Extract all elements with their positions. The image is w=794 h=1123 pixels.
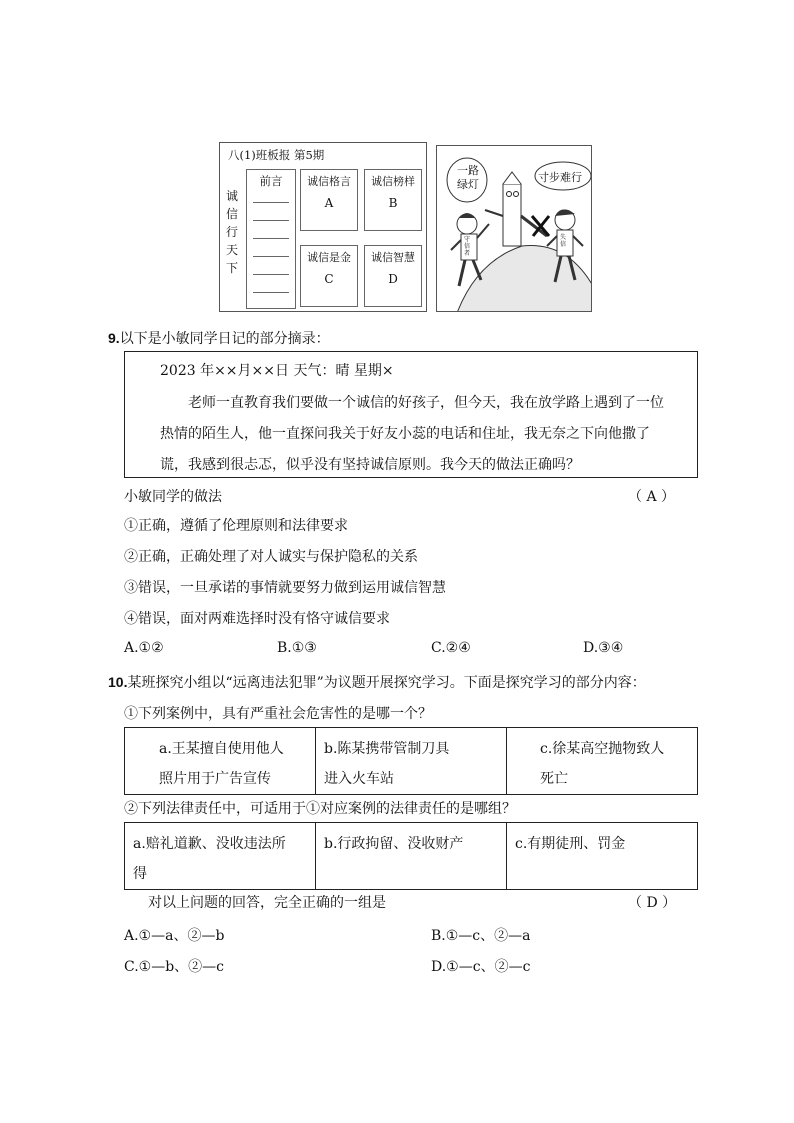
cartoon-shirt-right: 失信 [560,234,567,248]
q9-option-c[interactable]: C.②④ [431,640,471,656]
cartoon-bubble-left-line: 一路 [457,164,479,177]
q9-diary-line: 老师一直教育我们要做一个诚信的好孩子，但今天，我在放学路上遇到了一位 [188,395,664,411]
board-preface-label: 前言 [259,174,283,188]
q10-option-b[interactable]: B.①—c、②—a [431,928,531,944]
q10-stem: 某班探究小组以“远离违法犯罪”为议题开展探究学习。下面是探究学习的部分内容： [127,675,646,691]
board-cell-b [364,169,422,231]
q9-number: 9. [108,330,120,346]
q9-statement: ③错误，一旦承诺的事情就要努力做到运用诚信智慧 [124,580,446,596]
q9-stem-line [108,328,330,348]
class-board-figure [219,142,427,312]
q9-prompt: 小敏同学的做法 [124,489,222,505]
q10-case-table [124,727,698,795]
q10-case-a: a.王某擅自使用他人 照片用于广告宣传 [125,728,316,795]
cartoon-bubble-left [457,164,479,192]
q10-option-c[interactable]: C.①—b、②—c [124,959,225,975]
q10-answer: （ D ） [628,895,677,911]
q10-stem-line [108,672,646,692]
q9-option-a[interactable]: A.①② [124,640,164,656]
table-row [125,728,698,795]
q9-diary-box [124,351,698,478]
board-cell-c [300,245,358,307]
q9-statement: ②正确，正确处理了对人诚实与保护隐私的关系 [124,549,418,565]
cartoon-bubble-left-line: 绿灯 [457,178,479,191]
q10-sub2: ②下列法律责任中，可适用于①对应案例的法律责任的是哪组？ [124,801,516,817]
integrity-cartoon [436,145,592,312]
board-preface-box [246,169,296,309]
board-cell-title: 诚信格言 [307,175,351,188]
q10-liability-c: c.有期徒刑、罚金 [507,823,698,890]
board-cell-letter: B [388,196,398,210]
q10-liability-a: a.赔礼道歉、没收违法所 得 [125,823,316,890]
q10-liability-table [124,822,698,890]
cartoon-shirt-left: 守信者 [464,236,471,257]
q9-diary-line: 谎，我感到很忐忑，似乎没有坚持诚信原则。我今天的做法正确吗？ [160,457,580,473]
board-vertical-title [224,187,240,277]
board-cell-letter: D [388,272,398,286]
q10-case-b: b.陈某携带管制刀具 进入火车站 [316,728,507,795]
q9-statement: ④错误，面对两难选择时没有恪守诚信要求 [124,611,390,627]
q9-option-b[interactable]: B.①③ [277,640,317,656]
q9-option-d[interactable]: D.③④ [583,640,624,656]
board-vertical-char: 诚 [225,189,238,203]
q10-prompt: 对以上问题的回答，完全正确的一组是 [148,895,386,911]
q10-option-a[interactable]: A.①—a、②—b [124,928,225,944]
board-title: 八(1)班板报 第5期 [228,148,325,162]
board-cell-a [300,169,358,231]
q10-liability-b: b.行政拘留、没收财产 [316,823,507,890]
q9-answer: （ A ） [628,489,676,505]
board-cell-letter: A [324,196,334,210]
q10-number: 10. [108,674,128,690]
board-cell-d [364,245,422,307]
q9-diary-header: 2023 年××月××日 天气：晴 星期× [160,363,394,379]
board-cell-title: 诚信智慧 [371,251,415,264]
cartoon-bubble-right: 寸步难行 [538,171,582,184]
table-row [125,823,698,890]
q10-case-c: c.徐某高空抛物致人 死亡 [507,728,698,795]
q10-option-d[interactable]: D.①—c、②—c [431,959,531,975]
board-vertical-char: 信 [225,207,238,221]
q9-diary-line: 热情的陌生人，他一直探问我关于好友小蕊的电话和住址，我无奈之下向他撒了 [160,426,650,442]
q9-stem: 以下是小敏同学日记的部分摘录： [119,331,330,347]
q9-statement: ①正确，遵循了伦理原则和法律要求 [124,518,348,534]
board-vertical-char: 天 [225,243,238,257]
board-cell-letter: C [324,272,334,286]
q10-sub1: ①下列案例中，具有严重社会危害性的是哪一个？ [124,706,432,722]
board-cell-title: 诚信榜样 [371,175,415,188]
board-cell-title: 诚信是金 [307,251,351,264]
board-vertical-char: 行 [225,225,238,239]
board-vertical-char: 下 [225,261,238,275]
